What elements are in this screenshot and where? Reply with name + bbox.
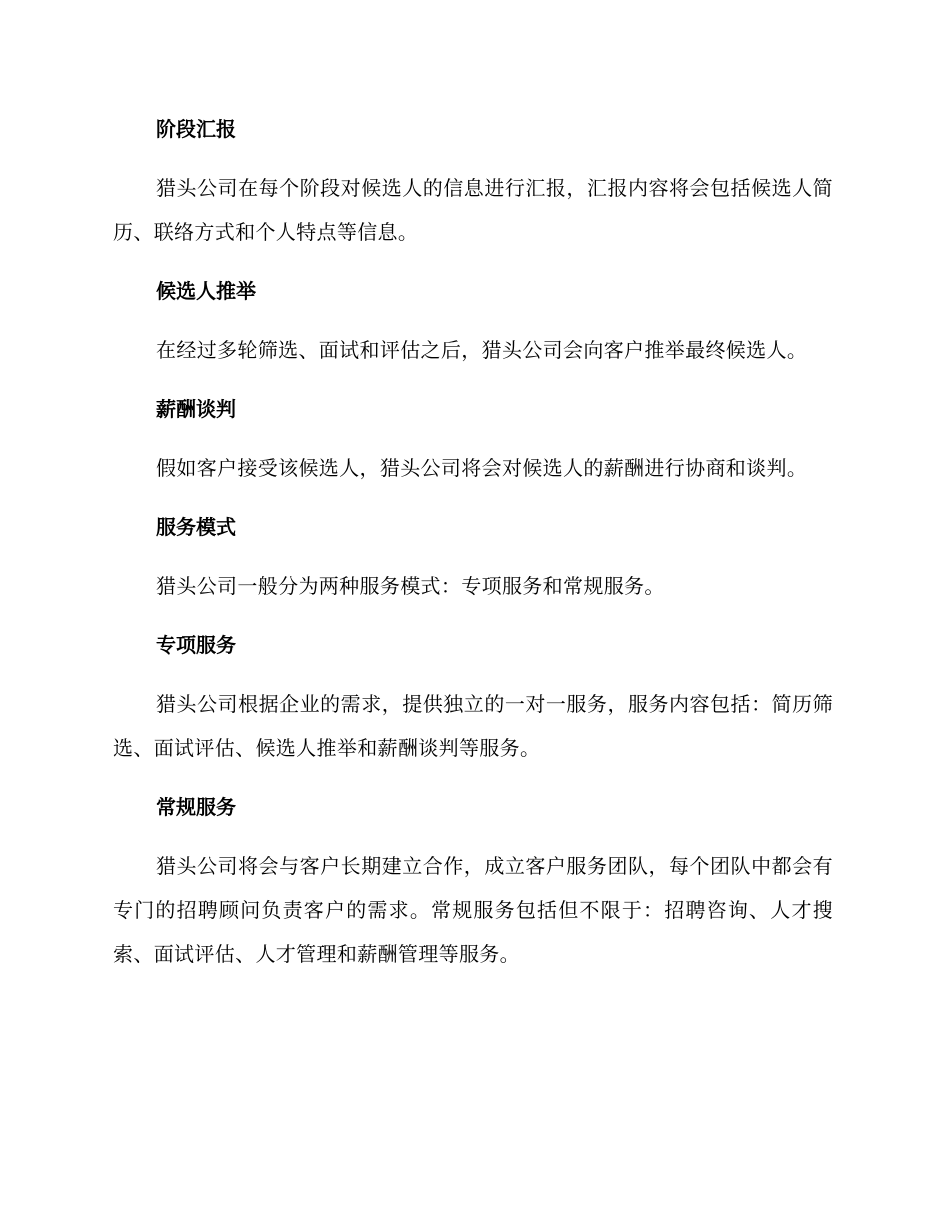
section-heading-service-model: 服务模式 [156,515,236,539]
section-body-regular-service: 猎头公司将会与客户长期建立合作，成立客户服务团队，每个团队中都会有专门的招聘顾问负责客户的需求。常规服务包括但不限于：招聘咨询、人才搜索、面试评估、人才管理和薪酬管理等服务。 [113,854,833,966]
section-heading-salary-negotiation: 薪酬谈判 [156,397,236,421]
section-body-special-service: 猎头公司根据企业的需求，提供独立的一对一服务，服务内容包括：简历筛选、面试评估、候选人推举和薪酬谈判等服务。 [113,692,833,760]
section-heading-stage-report: 阶段汇报 [156,117,236,141]
document-page [113,112,833,976]
section-heading-regular-service: 常规服务 [156,795,236,819]
section-body-service-model: 猎头公司一般分为两种服务模式：专项服务和常规服务。 [156,574,665,598]
section-body-stage-report: 猎头公司在每个阶段对候选人的信息进行汇报，汇报内容将会包括候选人简历、联络方式和个人特点等信息。 [113,176,833,244]
section-heading-candidate-recommendation: 候选人推举 [156,279,256,303]
section-body-candidate-recommendation: 在经过多轮筛选、面试和评估之后，猎头公司会向客户推举最终候选人。 [156,338,808,362]
section-heading-special-service: 专项服务 [156,633,236,657]
section-body-salary-negotiation: 假如客户接受该候选人，猎头公司将会对候选人的薪酬进行协商和谈判。 [156,456,808,480]
